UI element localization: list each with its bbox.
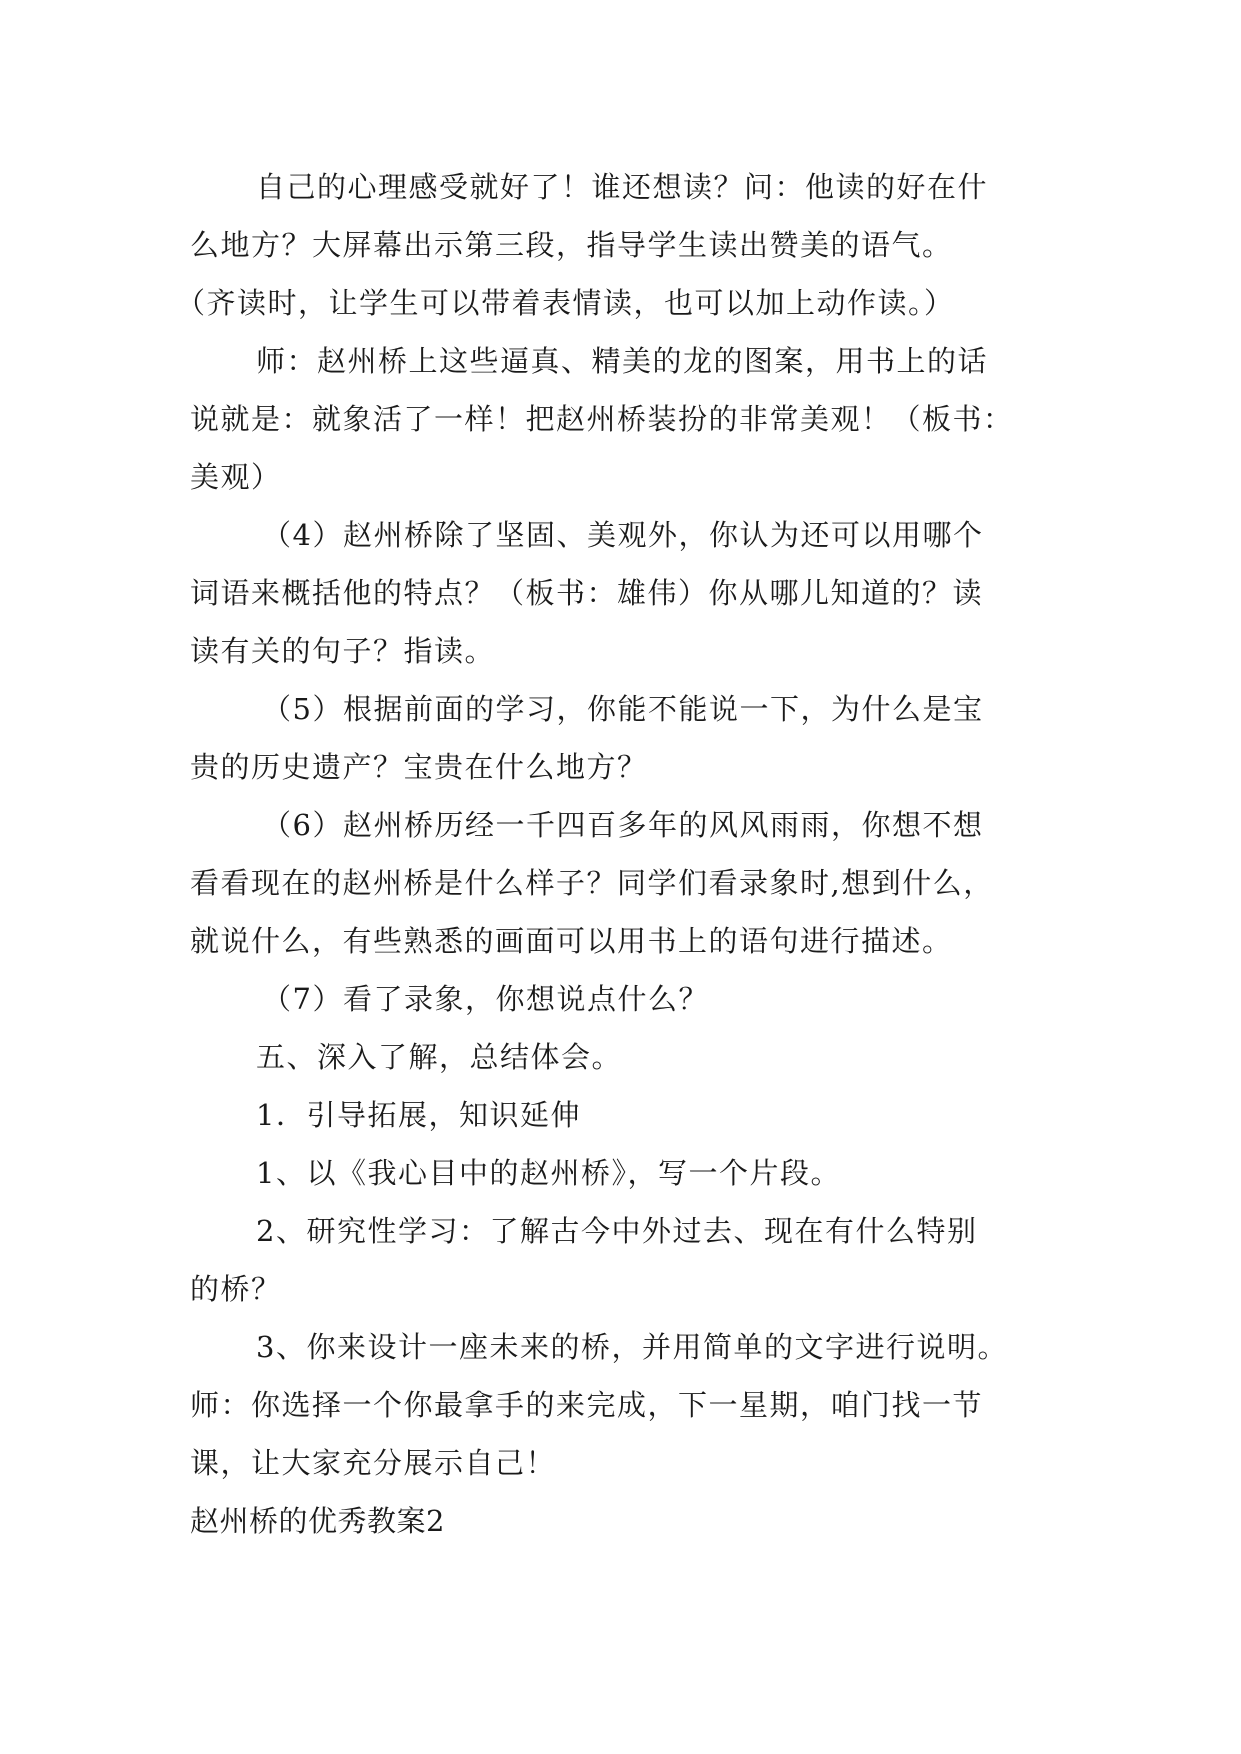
paragraph-line: 课，让大家充分展示自己！ [190,1446,557,1480]
paragraph-line: 自己的心理感受就好了！谁还想读？问：他读的好在什 [256,170,989,204]
section-heading: 赵州桥的优秀教案2 [190,1504,445,1538]
paragraph-line: 2、研究性学习：了解古今中外过去、现在有什么特别 [256,1214,978,1248]
paragraph-line: 的桥？ [190,1272,282,1306]
paragraph-line: 五、深入了解，总结体会。 [256,1040,623,1074]
paragraph-line: 1．引导拓展，知识延伸 [256,1098,581,1132]
paragraph-line: （4）赵州桥除了坚固、美观外，你认为还可以用哪个 [262,518,984,552]
paragraph-line: （齐读时，让学生可以带着表情读，也可以加上动作读。） [176,286,955,320]
paragraph-line: 看看现在的赵州桥是什么样子？同学们看录象时,想到什么， [190,866,994,900]
paragraph-line: （6）赵州桥历经一千四百多年的风风雨雨，你想不想 [262,808,984,842]
document-body [176,158,1066,1550]
paragraph-line: 词语来概括他的特点？（板书：雄伟）你从哪儿知道的？读 [190,576,984,610]
paragraph-line: （5）根据前面的学习，你能不能说一下，为什么是宝 [262,692,984,726]
paragraph-line: 师：你选择一个你最拿手的来完成，下一星期，咱门找一节 [190,1388,984,1422]
paragraph-line: 就说什么，有些熟悉的画面可以用书上的语句进行描述。 [190,924,953,958]
paragraph-line: 师：赵州桥上这些逼真、精美的龙的图案，用书上的话 [256,344,989,378]
paragraph-line: 说就是：就象活了一样！把赵州桥装扮的非常美观！（板书： [190,402,1014,436]
paragraph-line: 贵的历史遗产？宝贵在什么地方？ [190,750,648,784]
paragraph-line: 3、你来设计一座未来的桥，并用简单的文字进行说明。 [256,1330,1008,1364]
paragraph-line: 1、以《我心目中的赵州桥》，写一个片段。 [256,1156,841,1190]
paragraph-line: 读有关的句子？指读。 [190,634,496,668]
paragraph-line: （7）看了录象，你想说点什么？ [262,982,709,1016]
paragraph-line: 美观） [190,460,282,494]
paragraph-line: 么地方？大屏幕出示第三段，指导学生读出赞美的语气。 [190,228,953,262]
